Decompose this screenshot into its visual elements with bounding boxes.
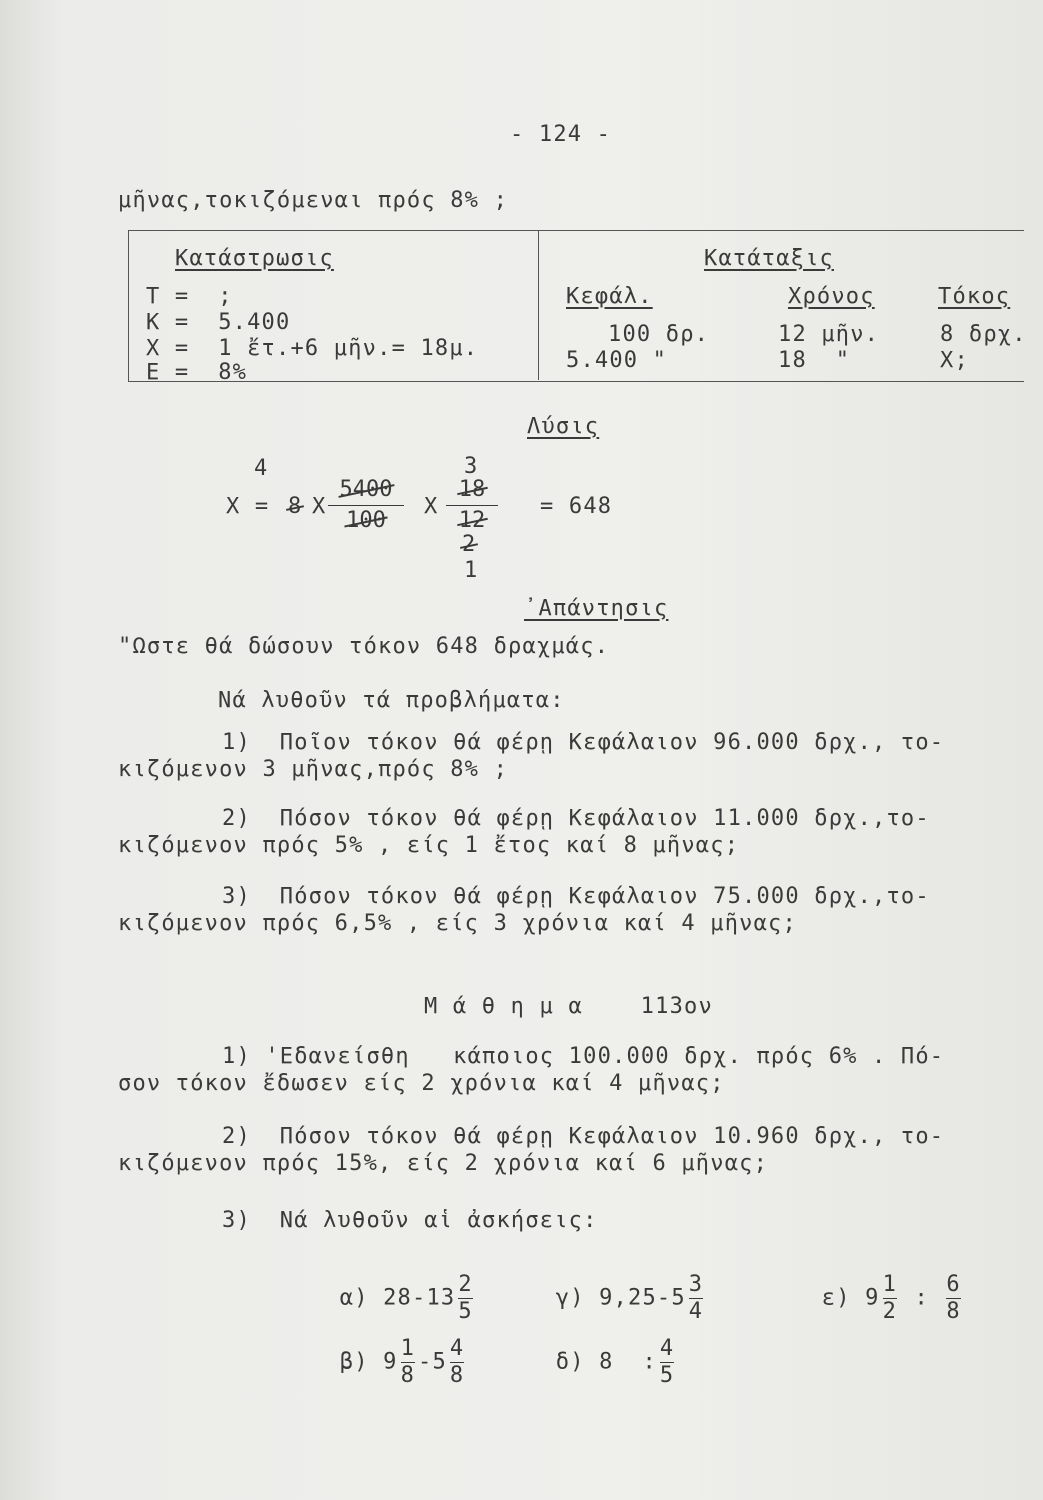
numerator: 4 [449,1336,465,1361]
lesson-title: Μ ά θ η μ α 113ον [424,994,713,1019]
exercise-b-fraction-2 [450,1338,464,1387]
problem-line: κιζόμενον πρός 6,5% , είς 3 χρόνια καί 4 μῆνας; [118,911,797,936]
row1-chronos: 12 μῆν. [778,322,880,347]
times-sign: Χ [424,494,439,519]
numerator: 2 [458,1272,473,1297]
cancel-result-4: 4 [254,456,269,481]
exercise-g-fraction [689,1274,703,1323]
exercise-e [764,1248,964,1349]
katastrosis-title: Κατάστρωσις [175,246,334,271]
problem-line: 3) Πόσον τόκον θά φέρῃ Κεφάλαιον 75.000 δρχ.,το- [222,884,930,909]
apantisis-title: ᾿Απάντησις [524,596,669,621]
lesson-problem-line: 2) Πόσον τόκον θά φέρῃ Κεφάλαιον 10.960 δρχ., το- [222,1124,945,1149]
numerator: 1 [882,1272,898,1297]
cancelled-8 [288,494,302,520]
lesson-problem-line: 1) 'Εδανείσθη κάποιος 100.000 δρχ. πρός 6% . Πό- [222,1044,945,1069]
fraction-18-12 [446,478,498,533]
exercises-intro: 3) Νά λυθοῦν αἱ ἀσκήσεις: [222,1208,598,1233]
exercise-g-label: γ) 9,25-5 [555,1285,686,1311]
numerator-5400: 5400 [339,477,393,502]
cancel-2 [462,532,476,558]
denominator-100: 100 [346,508,386,533]
katastrosis-row: Ε = 8% [146,360,248,385]
denominator-12: 12 [458,508,486,533]
row1-kefal: 100 δρ. [608,322,710,347]
problem-line: κιζόμενον πρός 5% , είς 1 ἔτος καί 8 μῆνας; [118,833,740,858]
cancel-result-1: 1 [464,558,479,583]
katataxis-title: Κατάταξις [704,246,835,271]
result-648: = 648 [540,494,613,519]
exercise-b [282,1312,467,1413]
denominator: 4 [688,1299,704,1324]
lysis-title: Λύσις [527,414,600,439]
denominator: 2 [882,1299,898,1324]
numerator: 1 [400,1336,416,1361]
problem-line: 1) Ποῖον τόκον θά φέρῃ Κεφάλαιον 96.000 δρχ., το- [222,730,945,755]
apantisis-text: "Ωστε θά δώσουν τόκον 648 δραχμάς. [118,634,610,659]
exercise-e-label: ε) 9 [821,1285,880,1311]
lesson-problem-line: κιζόμενον πρός 15%, είς 2 χρόνια καί 6 μῆνας; [118,1151,769,1176]
exercise-b-mid: -5 [418,1349,447,1375]
problems-intro: Νά λυθοῦν τά προβλήματα: [218,688,565,713]
fraction-5400-100 [328,478,404,533]
exercise-e-fraction-2 [946,1274,960,1323]
header-tokos: Τόκος [938,284,1011,309]
lesson-problem-line: σον τόκον ἔδωσεν είς 2 χρόνια καί 4 μῆνας; [118,1071,725,1096]
row2-tokos: Χ; [940,348,969,373]
exercise-a-label: α) 28-13 [339,1285,456,1311]
exercise-d-fraction [660,1338,674,1387]
row2-kefal: 5.400 " [566,348,668,373]
cancelled-2: 2 [462,532,477,557]
problem-line: 2) Πόσον τόκον θά φέρῃ Κεφάλαιον 11.000 δρχ.,το- [222,806,930,831]
numerator: 3 [688,1272,704,1297]
table-divider [538,230,539,380]
exercise-b-fraction-1 [401,1338,415,1387]
denominator: 8 [946,1299,961,1324]
katastrosis-row: Κ = 5.400 [146,310,291,335]
colon: : [914,1285,929,1311]
row1-tokos: 8 δρχ. [940,322,1027,347]
header-kefal: Κεφάλ. [566,284,653,309]
denominator: 8 [400,1363,416,1388]
exercise-d-label: δ) 8 : [555,1349,657,1375]
page-number: - 124 - [510,122,612,147]
denominator: 5 [659,1363,675,1388]
exercise-e-fraction-1 [883,1274,897,1323]
cancelled-8-value: 8 [288,494,303,519]
numerator: 4 [659,1336,675,1361]
numerator-18: 18 [458,477,486,502]
times-sign: Χ [312,494,327,519]
x-equals: Χ = [226,494,270,519]
denominator: 8 [449,1363,465,1388]
header-chronos: Χρόνος [788,284,875,309]
exercise-d [498,1312,677,1413]
denominator: 5 [458,1299,473,1324]
exercise-b-label: β) 9 [339,1349,398,1375]
problem-line: κιζόμενον 3 μῆνας,πρός 8% ; [118,757,509,782]
katastrosis-row: Χ = 1 ἔτ.+6 μῆν.= 18μ. [146,336,479,361]
row2-chronos: 18 " [778,348,851,373]
intro-line: μῆνας,τοκιζόμεναι πρός 8% ; [118,188,509,213]
numerator: 6 [946,1272,961,1297]
katastrosis-row: Τ = ; [146,284,233,309]
cancel-result-3: 3 [464,454,479,479]
